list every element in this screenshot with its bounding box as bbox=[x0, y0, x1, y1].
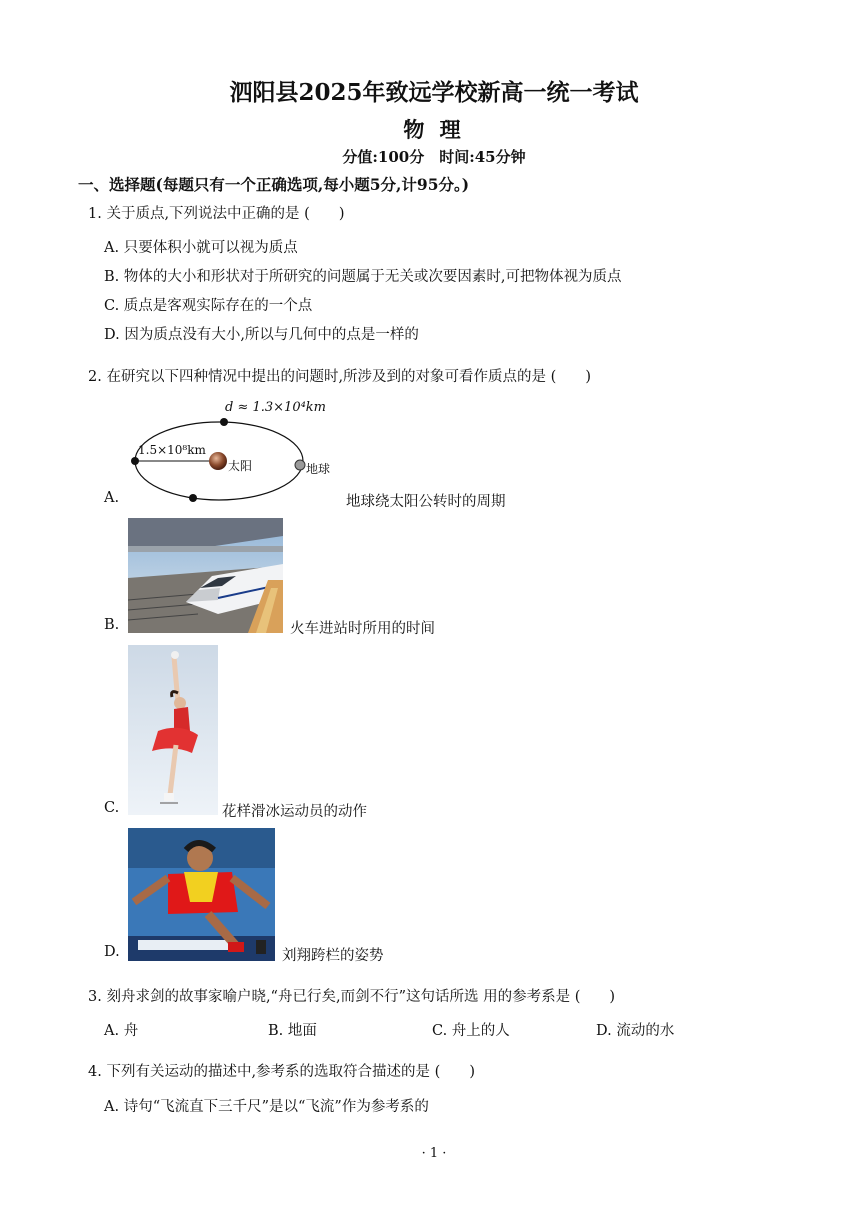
train-photo bbox=[128, 518, 283, 633]
q4-stem: 4. 下列有关运动的描述中,参考系的选取符合描述的是 ( ) bbox=[88, 1064, 475, 1080]
earth-icon bbox=[295, 460, 305, 470]
q2-option-a-letter: A. bbox=[104, 490, 120, 506]
q3-stem: 3. 刻舟求剑的故事家喻户晓,“舟已行矣,而剑不行”这句话所选 用的参考系是 ( ) bbox=[88, 989, 616, 1005]
sun-icon bbox=[209, 452, 227, 470]
q2-option-b-caption: 火车进站时所用的时间 bbox=[290, 621, 435, 637]
q3-option-c: C. 舟上的人 bbox=[432, 1023, 510, 1039]
q2-option-d-letter: D. bbox=[104, 944, 120, 960]
earth-label: 地球 bbox=[306, 462, 331, 476]
q1-option-b: B. 物体的大小和形状对于所研究的问题属于无关或次要因素时,可把物体视为质点 bbox=[104, 269, 622, 285]
orbit-point-left bbox=[131, 457, 139, 465]
orbit-point-bottom bbox=[189, 494, 197, 502]
q2-option-d-caption: 刘翔跨栏的姿势 bbox=[282, 948, 384, 964]
exam-subject: 物 理 bbox=[403, 117, 465, 142]
exam-meta: 分值:100分 时间:45分钟 bbox=[342, 148, 526, 166]
q1-option-c: C. 质点是客观实际存在的一个点 bbox=[104, 298, 313, 314]
q1-option-a: A. 只要体积小就可以视为质点 bbox=[104, 240, 298, 256]
q4-option-a: A. 诗句“飞流直下三千尺”是以“飞流”作为参考系的 bbox=[104, 1099, 429, 1115]
orbit-point-top bbox=[220, 418, 228, 426]
q2-stem: 2. 在研究以下四种情况中提出的问题时,所涉及到的对象可看作质点的是 ( ) bbox=[88, 369, 591, 385]
q1-option-d: D. 因为质点没有大小,所以与几何中的点是一样的 bbox=[104, 327, 419, 343]
radius-label: 1.5×10⁸km bbox=[138, 443, 206, 457]
q3-option-d: D. 流动的水 bbox=[596, 1023, 675, 1039]
sun-label: 太阳 bbox=[228, 459, 253, 473]
section-title: 一、选择题(每题只有一个正确选项,每小题5分,计95分。) bbox=[78, 175, 470, 194]
q2-option-c-caption: 花样滑冰运动员的动作 bbox=[222, 804, 367, 820]
q2-option-b-letter: B. bbox=[104, 617, 120, 633]
hurdler-photo bbox=[128, 828, 275, 961]
q2-option-a-caption: 地球绕太阳公转时的周期 bbox=[346, 494, 506, 510]
q3-option-a: A. 舟 bbox=[104, 1023, 139, 1039]
exam-title: 泗阳县2025年致远学校新高一统一考试 bbox=[229, 79, 639, 106]
q1-stem: 1. 关于质点,下列说法中正确的是 ( ) bbox=[88, 206, 345, 222]
page-number: · 1 · bbox=[421, 1146, 447, 1161]
q3-option-b: B. 地面 bbox=[268, 1023, 317, 1039]
skater-photo bbox=[128, 645, 218, 815]
q2-option-c-letter: C. bbox=[104, 800, 120, 816]
distance-label: d ≈ 1.3×10⁴km bbox=[225, 400, 327, 415]
